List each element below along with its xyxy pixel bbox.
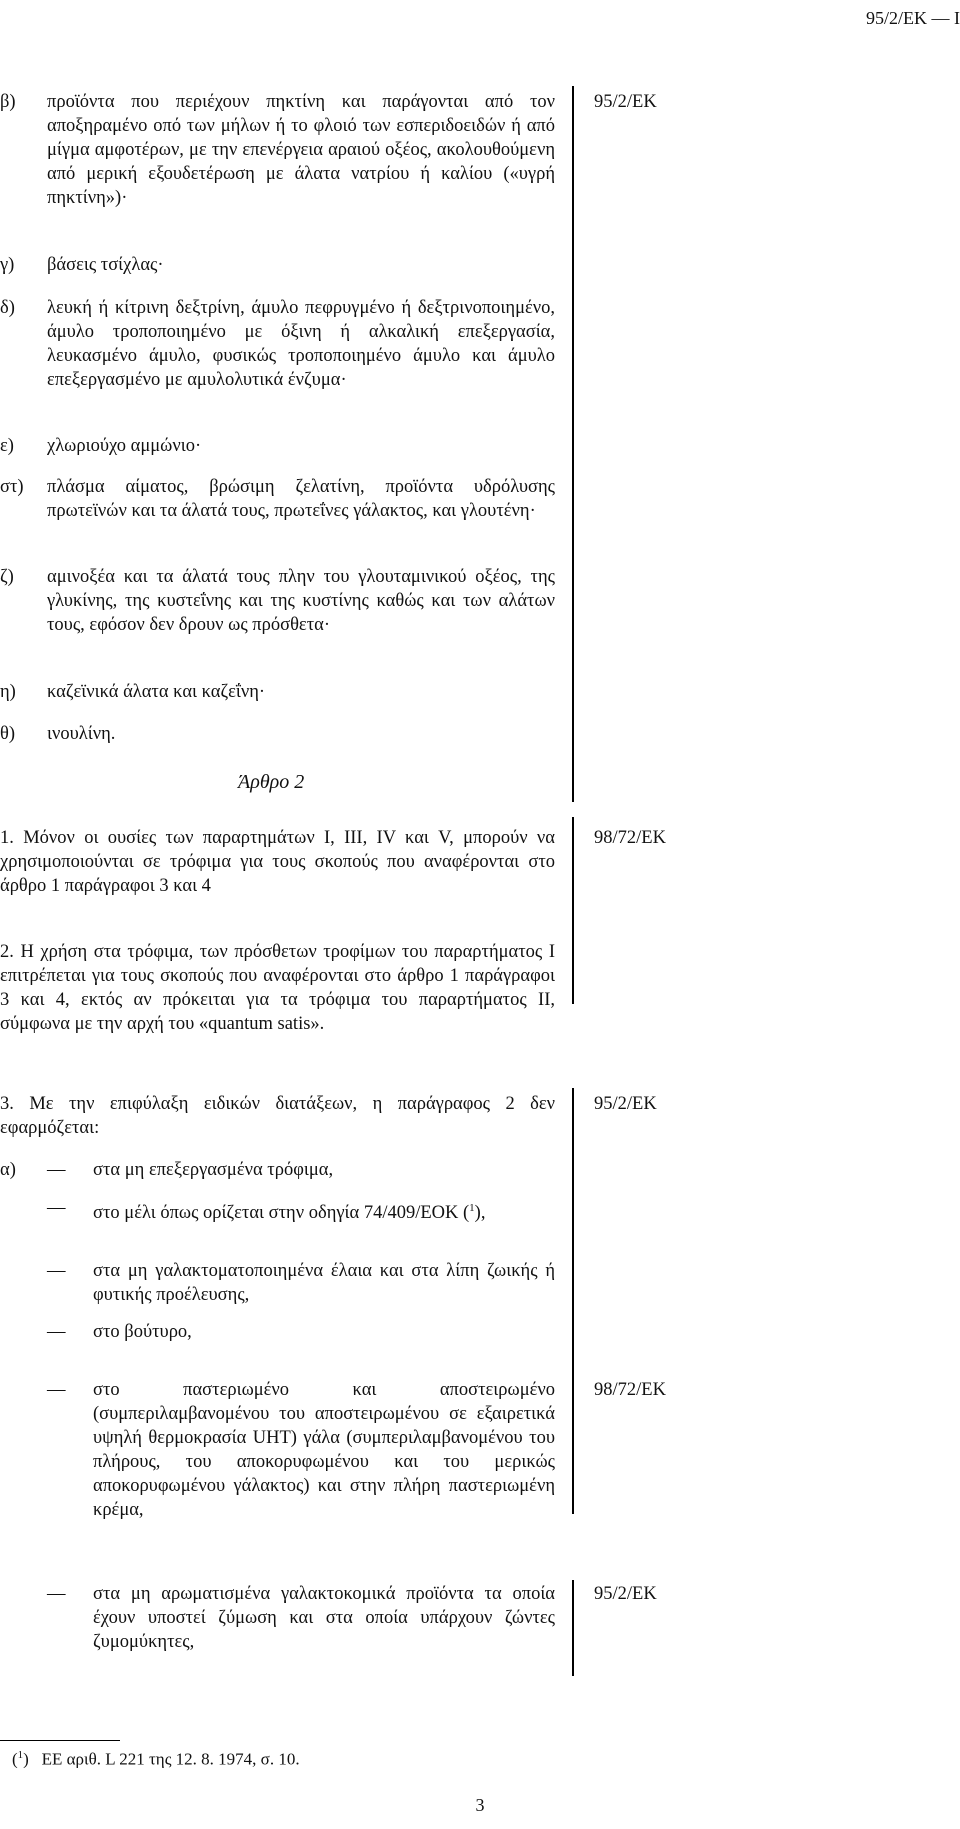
footnote-paren-close: ) bbox=[23, 1749, 29, 1769]
item-text: βάσεις τσίχλας· bbox=[47, 255, 164, 275]
footnote-paren-open: ( bbox=[12, 1749, 18, 1769]
dash-item bbox=[0, 1320, 555, 1344]
margin-reference: 95/2/ΕΚ bbox=[594, 1094, 657, 1114]
dash-item bbox=[0, 1259, 555, 1307]
paragraph: 2. Η χρήση στα τρόφιμα, των πρόσθετων τροφίμων του παραρτήματος I επιτρέπεται για τους σκοπούς που αναφέρονται στο άρθρο 1 παράγραφοι 3 και 4, εκτός αν πρόκειται για τα τρόφιμα του παραρτήματος II, σύμφωνα με την αρχή του «quantum satis». bbox=[0, 942, 555, 1034]
item-label: θ) bbox=[0, 724, 16, 744]
dash-text: στα μη γαλακτοματοποιημένα έλαια και στα λίπη ζωικής ή φυτικής προέλευσης, bbox=[93, 1261, 555, 1305]
footnote-number: 1 bbox=[17, 1749, 24, 1761]
item-text: πλάσμα αίματος, βρώσιμη ζελατίνη, προϊόντα υδρόλυσης πρωτεϊνών και τα άλατά τους, πρωτεΐνες γάλακτος, και γλουτένη· bbox=[47, 477, 555, 521]
item-label: δ) bbox=[0, 298, 15, 318]
list-item bbox=[0, 565, 555, 637]
dash-text: στα μη αρωματισμένα γαλακτοκομικά προϊόντα τα οποία έχουν υποστεί ζύμωση και στα οποία υπάρχουν ζώντες ζυμομύκητες, bbox=[93, 1584, 555, 1652]
page-number: 3 bbox=[475, 1795, 485, 1815]
dash-text: στα μη επεξεργασμένα τρόφιμα, bbox=[93, 1160, 334, 1180]
list-item bbox=[0, 253, 555, 277]
dash-mark: — bbox=[47, 1261, 66, 1281]
dash-item bbox=[0, 1582, 555, 1654]
column-rule bbox=[572, 1088, 574, 1514]
paragraph: 3. Με την επιφύλαξη ειδικών διατάξεων, η παράγραφος 2 δεν εφαρμόζεται: bbox=[0, 1094, 555, 1138]
item-label: β) bbox=[0, 92, 16, 112]
dash-mark: — bbox=[47, 1322, 66, 1342]
list-item bbox=[0, 434, 555, 458]
margin-reference: 98/72/ΕΚ bbox=[594, 828, 666, 848]
item-text: προϊόντα που περιέχουν πηκτίνη και παράγονται από τον αποξηραμένο οπό των μήλων ή το φλοιό των εσπεριδοειδών ή από μίγμα αμφοτέρων, με την επενέργεια αραιού οξέος, ακολουθούμενη από μερική εξουδετέρωση με άλατα νατρίου ή καλίου («υγρή πηκτίνη»)· bbox=[47, 92, 555, 208]
page-header: 95/2/ΕΚ — Ι bbox=[866, 8, 960, 28]
list-item bbox=[0, 722, 555, 746]
item-label: ε) bbox=[0, 436, 14, 456]
item-label: στ) bbox=[0, 477, 24, 497]
dash-text: στο παστεριωμένο και αποστειρωμένο (συμπεριλαμβανομένου του αποστειρωμένου σε εξαιρετικά υψηλή θερμοκρασία UHT) γάλα (συμπεριλαμβανομένου του πλήρους, του αποκορυφωμένου και του μερικώς αποκορυφωμένου γάλακτος) και στην πλήρη παστεριωμένη κρέμα, bbox=[93, 1380, 555, 1520]
item-label: η) bbox=[0, 682, 16, 702]
dash-mark: — bbox=[47, 1380, 66, 1400]
footnote bbox=[12, 1743, 300, 1772]
margin-reference: 95/2/ΕΚ bbox=[594, 92, 657, 112]
dash-text-main: στο μέλι όπως ορίζεται στην οδηγία 74/409/ΕΟΚ ( bbox=[93, 1203, 470, 1224]
item-text: αμινοξέα και τα άλατά τους πλην του γλουταμινικού οξέος, της γλυκίνης, της κυστεΐνης και της κυστίνης καθώς και των αλάτων τους, εφόσον δεν δρουν ως πρόσθετα· bbox=[47, 567, 555, 635]
dash-item bbox=[0, 1378, 555, 1522]
dash-item bbox=[0, 1196, 555, 1225]
item-text: χλωριούχο αμμώνιο· bbox=[47, 436, 202, 456]
column-rule bbox=[572, 817, 574, 1004]
item-text: καζεϊνικά άλατα και καζεΐνη· bbox=[47, 682, 266, 702]
dash-text: στο βούτυρο, bbox=[93, 1322, 192, 1342]
list-item bbox=[0, 680, 555, 704]
column-rule bbox=[572, 1580, 574, 1676]
dash-mark: — bbox=[47, 1198, 66, 1218]
article-heading: Άρθρο 2 bbox=[238, 771, 305, 793]
item-label: α) bbox=[0, 1160, 16, 1180]
dash-mark: — bbox=[47, 1584, 66, 1604]
margin-reference: 98/72/ΕΚ bbox=[594, 1380, 666, 1400]
dash-text bbox=[93, 1196, 555, 1225]
paragraph: 1. Μόνον οι ουσίες των παραρτημάτων I, III, IV και V, μπορούν να χρησιμοποιούνται σε τρόφιμα για τους σκοπούς που αναφέρονται στο άρθρο 1 παράγραφοι 3 και 4 bbox=[0, 828, 555, 896]
item-label: γ) bbox=[0, 255, 15, 275]
list-item bbox=[0, 90, 555, 210]
footnote-text: ΕΕ αριθ. L 221 της 12. 8. 1974, σ. 10. bbox=[41, 1749, 300, 1769]
footnote-rule bbox=[0, 1740, 120, 1741]
item-text: ινουλίνη. bbox=[47, 724, 116, 744]
column-rule bbox=[572, 86, 574, 802]
item-text: λευκή ή κίτρινη δεξτρίνη, άμυλο πεφρυγμένο ή δεξτρινοποιημένο, άμυλο τροποποιημένο με όξινη ή αλκαλική επεξεργασία, λευκασμένο άμυλο, φυσικώς τροποποιημένο άμυλο και άμυλο επεξεργασμένο με αμυλολυτικά ένζυμα· bbox=[47, 298, 555, 390]
item-label: ζ) bbox=[0, 567, 14, 587]
dash-item bbox=[0, 1158, 555, 1182]
dash-text-end: ), bbox=[474, 1203, 486, 1224]
list-item bbox=[0, 296, 555, 392]
list-item bbox=[0, 475, 555, 523]
dash-mark: — bbox=[47, 1160, 66, 1180]
margin-reference: 95/2/ΕΚ bbox=[594, 1584, 657, 1604]
footnote-ref: 1 bbox=[469, 1202, 475, 1214]
